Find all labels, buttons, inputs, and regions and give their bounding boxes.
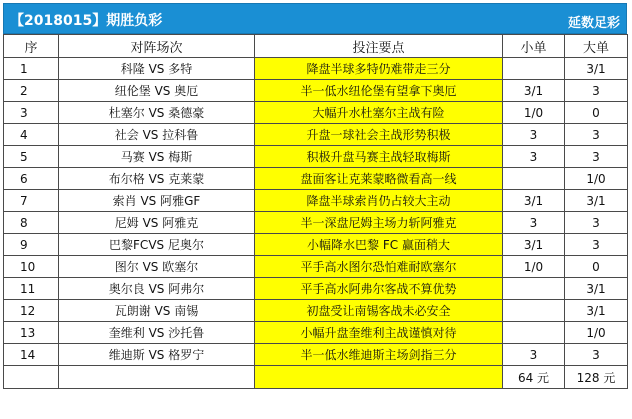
row-match: 图尔 VS 欧塞尔 (59, 256, 255, 278)
row-big: 3 (565, 124, 628, 146)
row-big: 3 (565, 146, 628, 168)
row-big: 3/1 (565, 278, 628, 300)
table-row (4, 80, 628, 102)
row-big: 3/1 (565, 58, 628, 80)
row-big: 3/1 (565, 190, 628, 212)
totals-empty-tip (255, 366, 503, 389)
table-row (4, 190, 628, 212)
row-no: 12 (4, 300, 59, 322)
table-body (4, 58, 628, 366)
row-tip: 半一低水纽伦堡有望拿下奥厄 (255, 80, 503, 102)
row-match: 杜塞尔 VS 桑德豪 (59, 102, 255, 124)
totals-empty-no (4, 366, 59, 389)
row-no: 5 (4, 146, 59, 168)
col-header-big: 大单 (565, 35, 628, 58)
row-no: 3 (4, 102, 59, 124)
row-small: 3 (503, 344, 565, 366)
row-big: 0 (565, 256, 628, 278)
row-tip: 盘面客让克莱蒙略微看高一线 (255, 168, 503, 190)
row-no: 1 (4, 58, 59, 80)
row-match: 索肖 VS 阿雅GF (59, 190, 255, 212)
row-small: 3/1 (503, 234, 565, 256)
row-match: 瓦朗谢 VS 南锡 (59, 300, 255, 322)
col-header-no: 序 (4, 35, 59, 58)
total-big: 128 元 (565, 366, 628, 389)
row-small: 3 (503, 146, 565, 168)
row-no: 13 (4, 322, 59, 344)
row-small: 3 (503, 212, 565, 234)
row-big: 1/0 (565, 168, 628, 190)
totals-row (4, 366, 628, 389)
row-match: 奥尔良 VS 阿弗尔 (59, 278, 255, 300)
row-no: 6 (4, 168, 59, 190)
row-small: 3 (503, 124, 565, 146)
row-tip: 小幅升盘奎维利主战谨慎对待 (255, 322, 503, 344)
row-tip: 半一深盘尼姆主场力斩阿雅克 (255, 212, 503, 234)
row-tip: 小幅降水巴黎 FC 赢面稍大 (255, 234, 503, 256)
row-big: 3 (565, 80, 628, 102)
row-small (503, 58, 565, 80)
row-tip: 初盘受让南锡客战未必安全 (255, 300, 503, 322)
row-small (503, 300, 565, 322)
row-match: 维迪斯 VS 格罗宁 (59, 344, 255, 366)
row-no: 10 (4, 256, 59, 278)
row-big: 3 (565, 212, 628, 234)
row-tip: 平手高水阿弗尔客战不算优势 (255, 278, 503, 300)
row-tip: 大幅升水杜塞尔主战有险 (255, 102, 503, 124)
col-header-tip: 投注要点 (255, 35, 503, 58)
row-tip: 平手高水图尔恐怕难耐欧塞尔 (255, 256, 503, 278)
table-row (4, 124, 628, 146)
row-small (503, 278, 565, 300)
row-big: 3 (565, 344, 628, 366)
row-small (503, 168, 565, 190)
row-match: 巴黎FCVS 尼奥尔 (59, 234, 255, 256)
row-tip: 降盘半球索肖仍占较大主动 (255, 190, 503, 212)
row-small: 1/0 (503, 102, 565, 124)
row-match: 马赛 VS 梅斯 (59, 146, 255, 168)
row-match: 科隆 VS 多特 (59, 58, 255, 80)
table-row (4, 300, 628, 322)
row-tip: 升盘一球社会主战形势积极 (255, 124, 503, 146)
title-bar (3, 3, 627, 34)
table-row (4, 58, 628, 80)
match-table (3, 34, 628, 389)
brand-label: 延数足彩 (567, 16, 620, 31)
table-row (4, 322, 628, 344)
row-tip: 降盘半球多特仍难带走三分 (255, 58, 503, 80)
row-no: 8 (4, 212, 59, 234)
lottery-table-frame (3, 3, 627, 413)
row-tip: 半一低水维迪斯主场剑指三分 (255, 344, 503, 366)
row-match: 布尔格 VS 克莱蒙 (59, 168, 255, 190)
row-no: 11 (4, 278, 59, 300)
row-big: 0 (565, 102, 628, 124)
row-no: 9 (4, 234, 59, 256)
row-small: 3/1 (503, 190, 565, 212)
row-match: 尼姆 VS 阿雅克 (59, 212, 255, 234)
table-row (4, 256, 628, 278)
table-row (4, 146, 628, 168)
row-small (503, 322, 565, 344)
col-header-match: 对阵场次 (59, 35, 255, 58)
table-row (4, 102, 628, 124)
row-big: 1/0 (565, 322, 628, 344)
row-no: 4 (4, 124, 59, 146)
header-row (4, 35, 628, 58)
row-match: 奎维利 VS 沙托鲁 (59, 322, 255, 344)
row-big: 3/1 (565, 300, 628, 322)
total-small: 64 元 (503, 366, 565, 389)
table-row (4, 278, 628, 300)
row-match: 社会 VS 拉科鲁 (59, 124, 255, 146)
row-no: 7 (4, 190, 59, 212)
row-tip: 积极升盘马赛主战轻取梅斯 (255, 146, 503, 168)
row-no: 14 (4, 344, 59, 366)
row-small: 1/0 (503, 256, 565, 278)
totals-empty-match (59, 366, 255, 389)
table-row (4, 234, 628, 256)
table-row (4, 344, 628, 366)
row-small: 3/1 (503, 80, 565, 102)
page-title: 【2018015】期胜负彩 (10, 13, 163, 29)
table-row (4, 212, 628, 234)
col-header-small: 小单 (503, 35, 565, 58)
row-match: 纽伦堡 VS 奥厄 (59, 80, 255, 102)
table-row (4, 168, 628, 190)
row-no: 2 (4, 80, 59, 102)
row-big: 3 (565, 234, 628, 256)
